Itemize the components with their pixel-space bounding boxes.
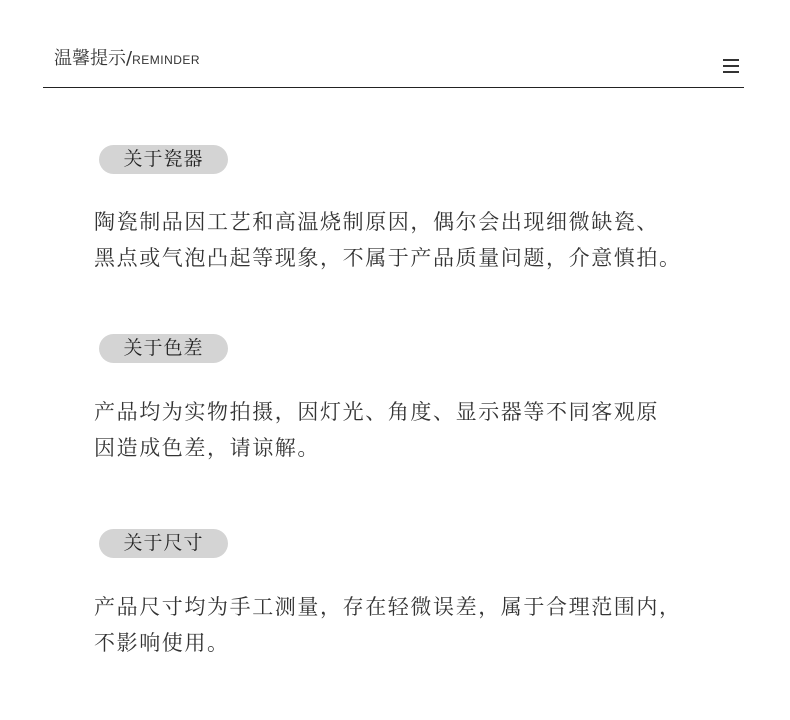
section-text-ceramics xyxy=(94,204,744,276)
text-line: 产品尺寸均为手工测量，存在轻微误差，属于合理范围内， xyxy=(94,595,682,619)
section-label-ceramics: 关于瓷器 xyxy=(99,145,228,174)
text-line: 因造成色差，请谅解。 xyxy=(94,436,320,460)
section-text-size xyxy=(94,589,744,661)
section-text-color-difference xyxy=(94,394,744,466)
title-english: REMINDER xyxy=(132,53,201,67)
menu-icon-bar xyxy=(723,65,739,67)
text-line: 产品均为实物拍摄，因灯光、角度、显示器等不同客观原 xyxy=(94,400,659,424)
menu-icon-bar xyxy=(723,59,739,61)
hamburger-menu-icon[interactable] xyxy=(723,59,739,74)
menu-icon-bar xyxy=(723,71,739,73)
text-line: 不影响使用。 xyxy=(94,631,230,655)
text-line: 黑点或气泡凸起等现象，不属于产品质量问题，介意慎拍。 xyxy=(94,246,682,270)
page-title xyxy=(54,46,200,73)
section-label-color-difference: 关于色差 xyxy=(99,334,228,363)
header-divider xyxy=(43,87,744,88)
text-line: 陶瓷制品因工艺和高温烧制原因，偶尔会出现细微缺瓷、 xyxy=(94,210,659,234)
title-chinese: 温馨提示/ xyxy=(54,48,133,69)
section-label-size: 关于尺寸 xyxy=(99,529,228,558)
